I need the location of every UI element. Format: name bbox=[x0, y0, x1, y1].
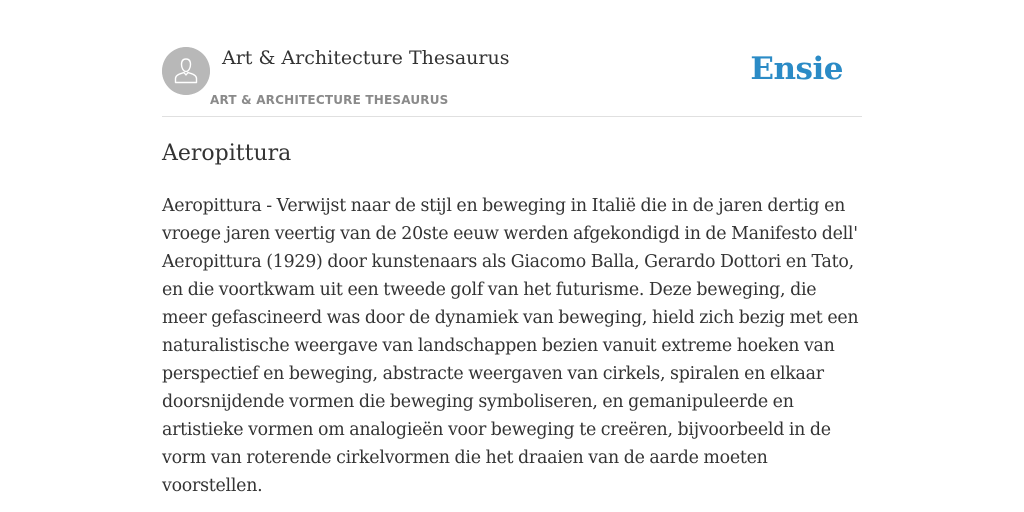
brand-logo[interactable]: Ensie bbox=[750, 51, 843, 87]
user-silhouette-icon bbox=[162, 47, 210, 95]
source-label[interactable]: ART & ARCHITECTURE THESAURUS bbox=[210, 93, 449, 107]
author-name[interactable]: Art & Architecture Thesaurus bbox=[222, 47, 510, 69]
article-header bbox=[162, 46, 862, 117]
article-body: Aeropittura - Verwijst naar de stijl en beweging in Italië die in de jaren dertig en vroege jaren veertig van de 20ste eeuw werden afgekondigd in de Manifesto dell' Aeropittura (1929) door kunstenaars als Giacomo Balla, Gerardo Dottori en Tato, en die voortkwam uit een tweede golf van het futurisme. Deze beweging, die meer gefascineerd was door de dynamiek van beweging, hield zich bezig met een naturalistische weergave van landschappen bezien vanuit extreme hoeken van perspectief en beweging, abstracte weergaven van cirkels, spiralen en elkaar doorsnijdende vormen die beweging symboliseren, en gemanipuleerde en artistieke vormen om analogieën voor beweging te creëren, bijvoorbeeld in de vorm van roterende cirkelvormen die het draaien van de aarde moeten voorstellen. bbox=[162, 196, 859, 496]
article-title: Aeropittura bbox=[162, 141, 292, 166]
avatar[interactable] bbox=[162, 47, 210, 95]
